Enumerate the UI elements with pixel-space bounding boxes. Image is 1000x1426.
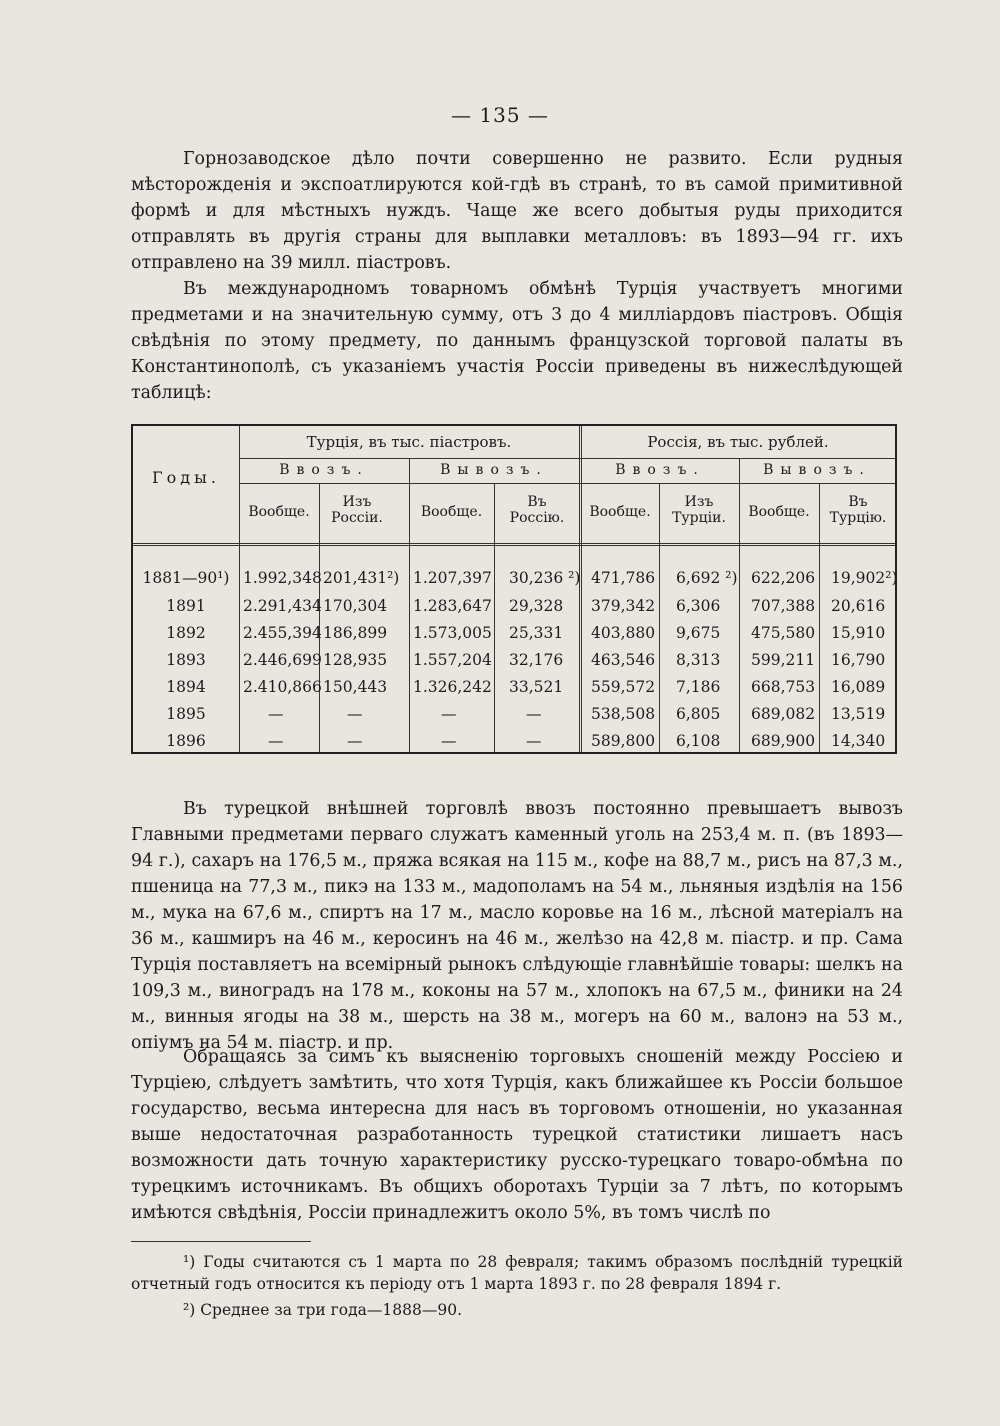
table-cell: 7,186 — [676, 678, 721, 696]
table-cell: 16,790 — [831, 651, 886, 669]
table-cell: 20,616 — [831, 597, 886, 615]
header-russia-export-total: Вообще. — [748, 504, 810, 520]
table-cell: 475,580 — [751, 624, 816, 642]
table-cell: 33,521 — [509, 678, 564, 696]
table-rule — [409, 459, 410, 752]
table-cell: 589,800 — [591, 732, 656, 750]
table-cell: 1881—90¹) — [142, 569, 230, 587]
table-cell: 1.283,647 — [413, 597, 492, 615]
paragraph-russia-turkey — [131, 1044, 903, 1226]
table-cell: 6,306 — [676, 597, 721, 615]
paragraph-text: Въ турецкой внѣшней торговлѣ ввозъ постоянно превышаетъ вывозъ Главными предметами перваго служатъ каменный уголь на 253,4 м. п. (въ 1893—94 г.), сахаръ на 176,5 м., пряжа всякая на 115 м., кофе на 88,7 м., рисъ на 87,3 м., пшеница на 77,3 м., пикэ на 133 м., мадополамъ на 54 м., льняныя издѣлія на 156 м., мука на 67,6 м., спиртъ на 17 м., масло коровье на 16 м., лѣсной матеріалъ на 36 м., кашмиръ на 46 м., керосинъ на 46 м., желѣзо на 42,8 м. піастр. и пр. Сама Турція поставляетъ на всемірный рынокъ слѣдующіе главнѣйшіе товары: шелкъ на 109,3 м., виноградъ на 178 м., коконы на 57 м., хлопокъ на 67,5 м., финики на 24 м., винныя ягоды на 38 м., шерсть на 38 м., могеръ на 60 м., валонэ на 53 м., опіумъ на 54 м. піастр. и пр. — [131, 799, 903, 1053]
table-cell: 403,880 — [591, 624, 656, 642]
table-cell: — — [526, 705, 542, 723]
table-cell: — — [347, 705, 363, 723]
table-cell: 29,328 — [509, 597, 564, 615]
table-cell: 622,206 — [751, 569, 816, 587]
header-to-russia: Въ Россію. — [509, 494, 565, 526]
table-rule — [133, 545, 895, 546]
table-cell: 170,304 — [323, 597, 388, 615]
paragraph-text: Обращаясь за симъ къ выясненію торговыхъ сношеній между Россіею и Турціею, слѣдуетъ замѣтить, что хотя Турція, какъ ближайшее къ Россіи большое государство, весьма интересна для насъ въ торговомъ отношеніи, но указанная выше недостаточная разработанность турецкой статистики лишаетъ насъ возможности дать точную характеристику русско-турецкаго товаро-обмѣна по турецкимъ источникамъ. Въ общихъ оборотахъ Турціи за 7 лѣтъ, по которымъ имѣются свѣдѣнія, Россіи принадлежитъ около 5%, въ томъ числѣ по — [131, 1047, 903, 1223]
table-cell: 463,546 — [591, 651, 656, 669]
header-from-russia: Изъ Россіи. — [331, 494, 383, 526]
table-cell: 13,519 — [831, 705, 886, 723]
header-years: Годы. — [152, 468, 220, 487]
table-cell: 707,388 — [751, 597, 816, 615]
table-cell: 1.557,204 — [413, 651, 492, 669]
table-cell: 689,082 — [751, 705, 816, 723]
table-rule — [494, 484, 495, 752]
table-rule — [579, 426, 580, 752]
table-cell: 559,572 — [591, 678, 656, 696]
table-cell: 186,899 — [323, 624, 388, 642]
table-cell: 1.573,005 — [413, 624, 492, 642]
table-cell: 8,313 — [676, 651, 721, 669]
table-cell: 1894 — [166, 678, 206, 696]
table-cell: 599,211 — [751, 651, 816, 669]
table-cell: — — [441, 705, 457, 723]
table-cell: 668,753 — [751, 678, 816, 696]
paragraph-trade-goods — [131, 796, 903, 1056]
table-cell: 1.326,242 — [413, 678, 492, 696]
table-cell: 1.992,348 — [243, 569, 322, 587]
table-rule — [659, 484, 660, 752]
header-to-turkey: Въ Турцію. — [829, 494, 887, 526]
footnote-2: ²) Среднее за три года—1888—90. — [183, 1301, 462, 1319]
table-rule — [319, 484, 320, 752]
table-cell: 2.410,866 — [243, 678, 322, 696]
table-cell: 2.455,394 — [243, 624, 322, 642]
table-cell: — — [526, 732, 542, 750]
table-cell: 14,340 — [831, 732, 886, 750]
paragraph-text: Горнозаводское дѣло почти совершенно не развито. Если рудныя мѣсторожденія и экспоатлируются кой-гдѣ въ странѣ, то въ самой примитивной формѣ и для мѣстныхъ нуждъ. Чаще же всего добытыя руды приходится отправлять въ другія страны для выплавки металловъ: въ 1893—94 гг. ихъ отправлено на 39 милл. піастровъ. — [131, 149, 903, 273]
table-cell: — — [347, 732, 363, 750]
trade-table — [131, 424, 897, 754]
footnote-1: ¹) Годы считаются съ 1 марта по 28 февраля; такимъ образомъ послѣдній турецкій отчетный годъ относится къ періоду отъ 1 марта 1893 г. по 28 февраля 1894 г. — [131, 1253, 903, 1293]
table-rule — [239, 458, 895, 459]
table-cell: 2.291,434 — [243, 597, 322, 615]
paragraph-trade-intro — [131, 276, 903, 406]
table-cell: 150,443 — [323, 678, 388, 696]
paragraph-mining — [131, 146, 903, 276]
table-cell: 19,902²) — [831, 569, 898, 587]
table-rule — [739, 459, 740, 752]
table-cell: 30,236 ²) — [509, 569, 581, 587]
table-cell: 6,805 — [676, 705, 721, 723]
header-turkey-export-total: Вообще. — [420, 504, 483, 520]
table-cell: — — [268, 705, 284, 723]
table-cell: 379,342 — [591, 597, 656, 615]
table-cell: — — [268, 732, 284, 750]
header-russia-import: Ввозъ. — [615, 462, 705, 478]
header-turkey-export: Вывозъ. — [440, 462, 548, 478]
table-cell: — — [441, 732, 457, 750]
footnote-divider — [131, 1241, 311, 1242]
table-cell: 201,431²) — [323, 569, 400, 587]
table-cell: 15,910 — [831, 624, 886, 642]
table-cell: 6,692 ²) — [676, 569, 738, 587]
table-cell: 1895 — [166, 705, 206, 723]
header-russia-export: Вывозъ. — [763, 462, 871, 478]
table-cell: 32,176 — [509, 651, 564, 669]
table-cell: 1893 — [166, 651, 206, 669]
header-turkey-group: Турція, въ тыс. піастровъ. — [306, 433, 512, 451]
table-cell: 25,331 — [509, 624, 564, 642]
table-cell: 6,108 — [676, 732, 721, 750]
table-cell: 689,900 — [751, 732, 816, 750]
table-rule — [819, 484, 820, 752]
table-cell: 538,508 — [591, 705, 656, 723]
table-cell: 1891 — [166, 597, 206, 615]
header-russia-import-total: Вообще. — [589, 504, 651, 520]
header-turkey-import-total: Вообще. — [248, 504, 310, 520]
table-cell: 16,089 — [831, 678, 886, 696]
page-number: — 135 — — [451, 103, 549, 127]
paragraph-text: Въ международномъ товарномъ обмѣнѣ Турція участвуетъ многими предметами и на значительную сумму, отъ 3 до 4 милліардовъ піастровъ. Общія свѣдѣнія по этому предмету, по даннымъ французской торговой палаты въ Константинополѣ, съ указаніемъ участія Россіи приведены въ нижеслѣдующей таблицѣ: — [131, 279, 903, 403]
table-cell: 128,935 — [323, 651, 388, 669]
header-from-turkey: Изъ Турціи. — [672, 494, 726, 526]
table-cell: 1896 — [166, 732, 206, 750]
table-rule — [239, 483, 895, 484]
table-cell: 2.446,699 — [243, 651, 322, 669]
table-cell: 1.207,397 — [413, 569, 492, 587]
table-cell: 1892 — [166, 624, 206, 642]
table-cell: 471,786 — [591, 569, 656, 587]
table-cell: 9,675 — [676, 624, 721, 642]
header-russia-group: Россія, въ тыс. рублей. — [647, 433, 829, 451]
table-rule — [133, 543, 895, 544]
header-turkey-import: Ввозъ. — [279, 462, 369, 478]
